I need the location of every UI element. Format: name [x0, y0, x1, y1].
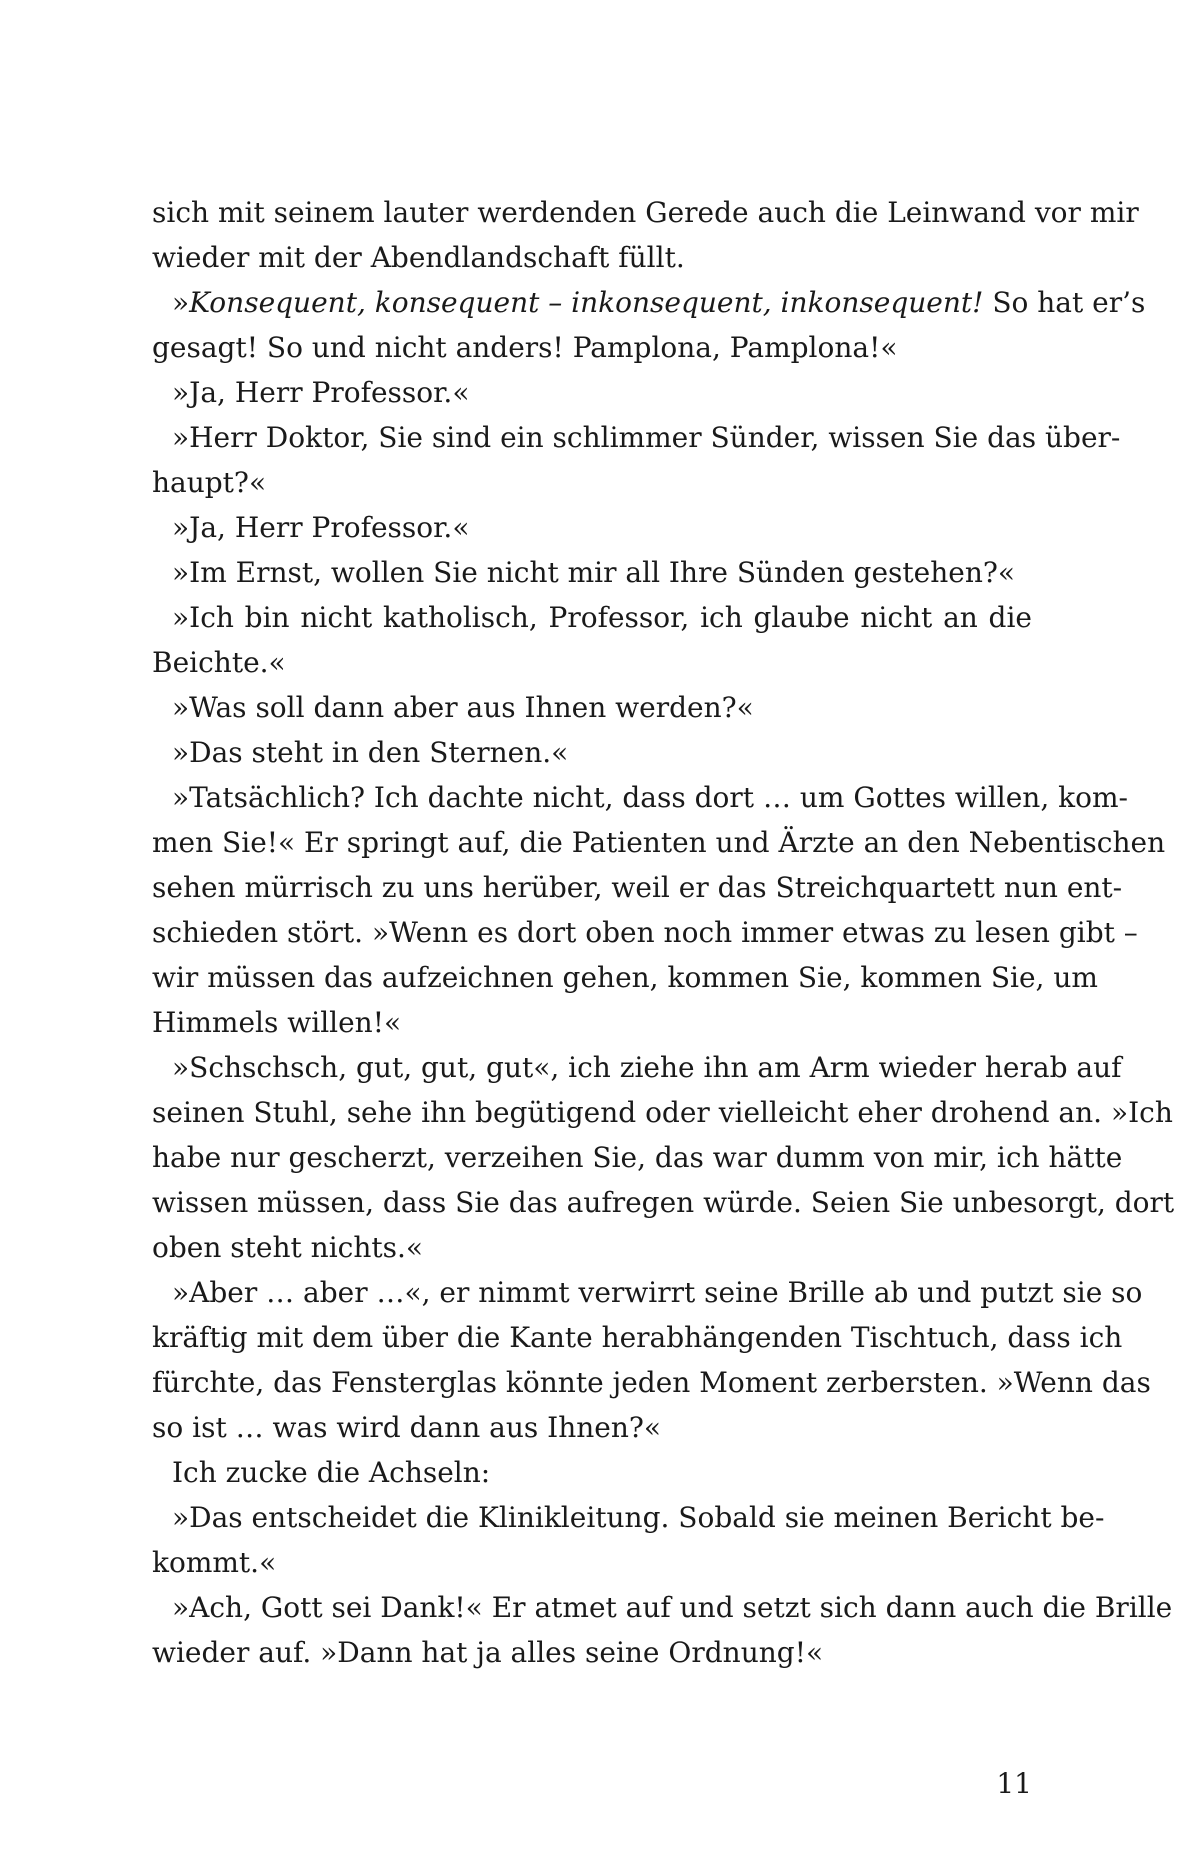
text-line: »Herr Doktor, Sie sind ein schlimmer Sünder, wissen Sie das über- — [172, 421, 1121, 454]
text-line-italic-quote — [152, 280, 1146, 325]
text-line: »Das steht in den Sternen.« — [172, 736, 569, 769]
text-line: »Tatsächlich? Ich dachte nicht, dass dort … um Gottes willen, kom- — [172, 781, 1128, 814]
italic-quote: Konsequent, konsequent – inkonsequent, inkonsequent! — [189, 286, 984, 319]
text-line: »Schschsch, gut, gut, gut«, ich ziehe ihn am Arm wieder herab auf — [172, 1051, 1122, 1084]
text-line: sich mit seinem lauter werdenden Gerede auch die Leinwand vor mir — [152, 196, 1139, 229]
text-line: so ist … was wird dann aus Ihnen?« — [152, 1411, 662, 1444]
text-line: wieder mit der Abendlandschaft füllt. — [152, 241, 685, 274]
text-line: Ich zucke die Achseln: — [172, 1456, 491, 1489]
text-line: kommt.« — [152, 1546, 277, 1579]
text-line: schieden stört. »Wenn es dort oben noch immer etwas zu lesen gibt – — [152, 916, 1138, 949]
text-line: seinen Stuhl, sehe ihn begütigend oder vielleicht eher drohend an. »Ich — [152, 1096, 1173, 1129]
text-line: Beichte.« — [152, 646, 286, 679]
text-line: men Sie!« Er springt auf, die Patienten und Ärzte an den Nebentischen — [152, 826, 1166, 859]
text-line: habe nur gescherzt, verzeihen Sie, das war dumm von mir, ich hätte — [152, 1141, 1123, 1174]
text-line: kräftig mit dem über die Kante herabhängenden Tischtuch, dass ich — [152, 1321, 1123, 1354]
text-line: »Ich bin nicht katholisch, Professor, ich glaube nicht an die — [172, 601, 1032, 634]
text-line: wissen müssen, dass Sie das aufregen würde. Seien Sie unbesorgt, dort — [152, 1186, 1175, 1219]
page-number: 11 — [996, 1767, 1032, 1800]
quote-mark: » — [172, 286, 190, 319]
text-line: »Das entscheidet die Klinikleitung. Sobald sie meinen Bericht be- — [172, 1501, 1105, 1534]
text-span: So hat er’s — [983, 286, 1146, 319]
body-text — [152, 190, 1175, 1675]
text-line: fürchte, das Fensterglas könnte jeden Moment zerbersten. »Wenn das — [152, 1366, 1151, 1399]
text-line: wieder auf. »Dann hat ja alles seine Ordnung!« — [152, 1636, 824, 1669]
text-line: wir müssen das aufzeichnen gehen, kommen Sie, kommen Sie, um — [152, 961, 1098, 994]
text-line: Himmels willen!« — [152, 1006, 402, 1039]
text-line: sehen mürrisch zu uns herüber, weil er das Streichquartett nun ent- — [152, 871, 1123, 904]
text-line: »Was soll dann aber aus Ihnen werden?« — [172, 691, 754, 724]
text-line: haupt?« — [152, 466, 267, 499]
text-line: oben steht nichts.« — [152, 1231, 424, 1264]
text-line: gesagt! So und nicht anders! Pamplona, Pamplona!« — [152, 331, 898, 364]
text-line: »Ach, Gott sei Dank!« Er atmet auf und setzt sich dann auch die Brille — [172, 1591, 1173, 1624]
text-line: »Im Ernst, wollen Sie nicht mir all Ihre Sünden gestehen?« — [172, 556, 1016, 589]
text-line: »Ja, Herr Professor.« — [172, 376, 470, 409]
text-line: »Aber … aber …«, er nimmt verwirrt seine Brille ab und putzt sie so — [172, 1276, 1143, 1309]
text-line: »Ja, Herr Professor.« — [172, 511, 470, 544]
